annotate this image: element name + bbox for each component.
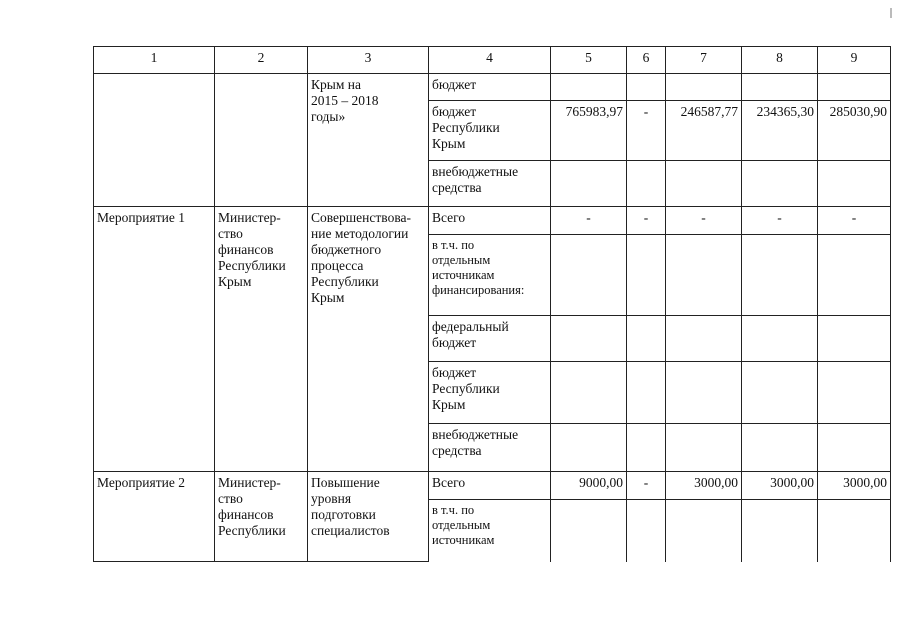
source-cell: бюджет: [429, 74, 551, 101]
value-cell: [742, 316, 818, 362]
value-cell: 234365,30: [742, 101, 818, 161]
header-cell: 4: [429, 47, 551, 74]
header-cell: 6: [627, 47, 666, 74]
value-cell: 3000,00: [818, 472, 891, 500]
table-row: [94, 207, 891, 235]
source-cell: Всего: [429, 472, 551, 500]
source-cell: бюджет Республики Крым: [429, 101, 551, 161]
header-row: [94, 47, 891, 74]
header-cell: 3: [308, 47, 429, 74]
value-cell: -: [627, 207, 666, 235]
value-cell: [627, 362, 666, 424]
value-cell: 3000,00: [742, 472, 818, 500]
header-cell: 7: [666, 47, 742, 74]
value-cell: [742, 424, 818, 472]
value-cell: [551, 424, 627, 472]
value-cell: [551, 235, 627, 316]
value-cell: [666, 424, 742, 472]
table-row: [94, 74, 891, 101]
value-cell: -: [551, 207, 627, 235]
table-row: [94, 472, 891, 500]
value-cell: [742, 235, 818, 316]
value-cell: [627, 500, 666, 562]
executor-cell: [215, 74, 308, 207]
header-cell: 8: [742, 47, 818, 74]
value-cell: [818, 161, 891, 207]
value-cell: 285030,90: [818, 101, 891, 161]
value-cell: [818, 316, 891, 362]
value-cell: [742, 500, 818, 562]
event-title-cell: Совершенствова- ние методологии бюджетного процесса Республики Крым: [308, 207, 429, 472]
value-cell: -: [627, 472, 666, 500]
value-cell: -: [742, 207, 818, 235]
event-name-cell: [94, 74, 215, 207]
value-cell: [666, 74, 742, 101]
executor-cell: Министер- ство финансов Республики: [215, 472, 308, 562]
value-cell: -: [666, 207, 742, 235]
value-cell: [742, 362, 818, 424]
value-cell: [551, 74, 627, 101]
program-title-cell: Крым на 2015 – 2018 годы»: [308, 74, 429, 207]
source-cell: федеральный бюджет: [429, 316, 551, 362]
value-cell: 3000,00: [666, 472, 742, 500]
value-cell: [551, 500, 627, 562]
value-cell: [818, 74, 891, 101]
value-cell: [742, 161, 818, 207]
source-cell: в т.ч. по отдельным источникам финансирования:: [429, 235, 551, 316]
source-cell: Всего: [429, 207, 551, 235]
source-cell: в т.ч. по отдельным источникам: [429, 500, 551, 562]
value-cell: [627, 235, 666, 316]
executor-cell: Министер- ство финансов Республики Крым: [215, 207, 308, 472]
value-cell: -: [818, 207, 891, 235]
value-cell: [818, 235, 891, 316]
value-cell: [551, 316, 627, 362]
value-cell: 9000,00: [551, 472, 627, 500]
value-cell: [818, 500, 891, 562]
event-name-cell: Мероприятие 1: [94, 207, 215, 472]
value-cell: [551, 161, 627, 207]
source-cell: внебюджетные средства: [429, 161, 551, 207]
header-cell: 5: [551, 47, 627, 74]
value-cell: [666, 316, 742, 362]
header-cell: 1: [94, 47, 215, 74]
header-cell: 2: [215, 47, 308, 74]
value-cell: [666, 500, 742, 562]
program-table: [93, 46, 891, 562]
value-cell: [818, 362, 891, 424]
value-cell: [666, 235, 742, 316]
source-cell: бюджет Республики Крым: [429, 362, 551, 424]
event-name-cell: Мероприятие 2: [94, 472, 215, 562]
value-cell: [666, 161, 742, 207]
value-cell: [666, 362, 742, 424]
value-cell: [818, 424, 891, 472]
value-cell: [551, 362, 627, 424]
value-cell: 765983,97: [551, 101, 627, 161]
value-cell: [627, 161, 666, 207]
value-cell: [627, 316, 666, 362]
event-title-cell: Повышение уровня подготовки специалистов: [308, 472, 429, 562]
scan-mark: [890, 8, 892, 18]
value-cell: [742, 74, 818, 101]
value-cell: 246587,77: [666, 101, 742, 161]
value-cell: [627, 74, 666, 101]
header-cell: 9: [818, 47, 891, 74]
source-cell: внебюджетные средства: [429, 424, 551, 472]
value-cell: [627, 424, 666, 472]
value-cell: -: [627, 101, 666, 161]
